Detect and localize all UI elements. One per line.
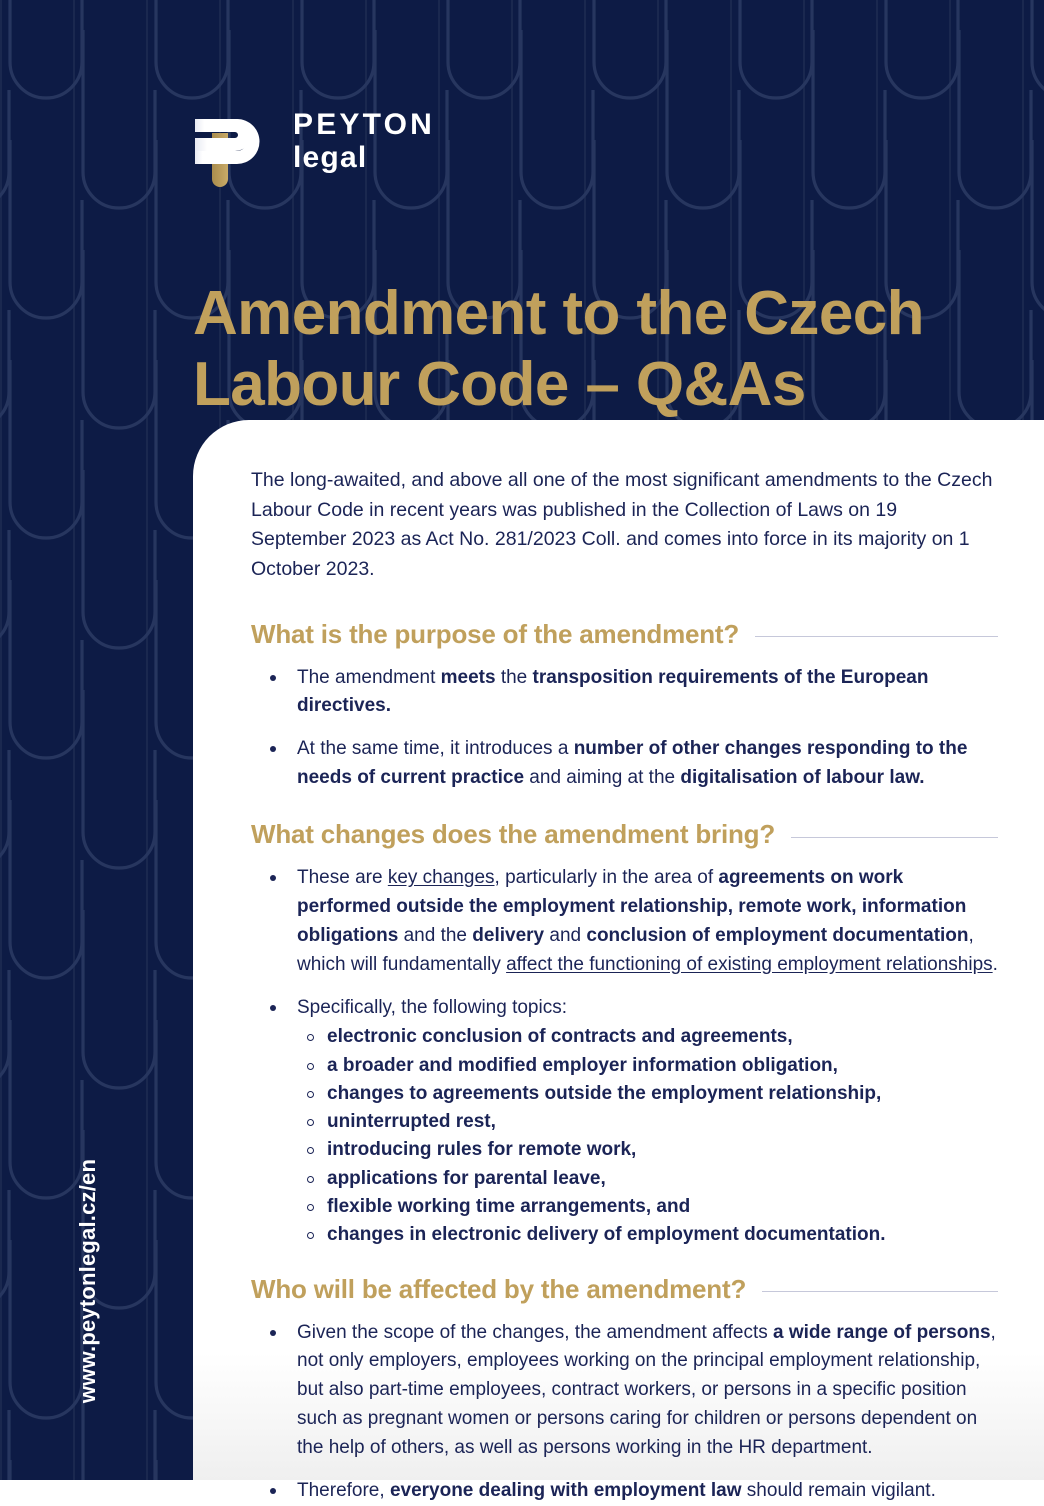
sub-bullet-item: a broader and modified employer information obligation, xyxy=(297,1053,998,1078)
bullet-item xyxy=(251,735,998,793)
sub-bullet-item: electronic conclusion of contracts and agreements, xyxy=(297,1024,998,1049)
sections-container xyxy=(251,619,998,1506)
body-text: and the xyxy=(398,924,473,946)
emphasis-text: a wide range of persons xyxy=(773,1321,991,1343)
intro-paragraph: The long-awaited, and above all one of the most significant amendments to the Czech Labour Code in recent years was published in the Collection of Laws on 19 September 2023 as Act No. 281/2023 Coll. and comes into force in its majority on 1 October 2023. xyxy=(251,469,993,580)
underlined-text: key changes xyxy=(387,867,495,888)
body-text: the xyxy=(495,666,533,688)
emphasis-text: agreements on work performed outside the employment relationship, remote work, information obligations xyxy=(297,867,967,946)
content-card xyxy=(193,420,1044,1501)
underlined-text: affect the functioning of existing employment relationships xyxy=(506,953,993,975)
section-divider xyxy=(762,1291,998,1292)
section-divider xyxy=(755,636,998,637)
bullet-item xyxy=(251,994,998,1248)
section-heading: Who will be affected by the amendment? xyxy=(251,1273,747,1304)
bullet-list xyxy=(251,864,998,1248)
emphasis-text: digitalisation of labour law. xyxy=(680,767,925,789)
section-heading: What changes does the amendment bring? xyxy=(251,819,776,849)
body-text: , which will fundamentally xyxy=(297,924,974,975)
sub-bullet-item: uninterrupted rest, xyxy=(297,1109,998,1134)
sub-bullet-item: introducing rules for remote work, xyxy=(297,1137,998,1162)
bullet-list xyxy=(251,664,998,794)
brand-logo-line1: PEYTON xyxy=(293,108,436,141)
brand-logo-text xyxy=(293,110,435,173)
body-text: These are xyxy=(297,867,388,888)
bullet-item xyxy=(251,1319,998,1463)
emphasis-text: everyone dealing with employment law xyxy=(389,1479,742,1501)
emphasis-text: meets xyxy=(440,666,496,688)
section-heading-row xyxy=(251,819,998,850)
bullet-list xyxy=(251,1319,998,1506)
sub-bullet-item: changes in electronic delivery of employment documentation. xyxy=(297,1222,998,1247)
body-text: Therefore, xyxy=(297,1479,390,1501)
bullet-item xyxy=(251,664,998,722)
peyton-p-monogram-icon xyxy=(193,106,279,192)
sub-bullet-list xyxy=(297,1024,998,1247)
body-text: and xyxy=(544,924,587,946)
section-heading-row xyxy=(251,619,998,650)
brand-logo xyxy=(193,106,435,192)
section-heading: What is the purpose of the amendment? xyxy=(251,618,740,649)
body-text: Given the scope of the changes, the amendment affects xyxy=(297,1321,774,1343)
emphasis-text: number of other changes responding to the needs of current practice xyxy=(297,738,968,789)
emphasis-text: transposition requirements of the European directives. xyxy=(297,666,929,717)
emphasis-text: delivery xyxy=(472,924,545,946)
page-title: Amendment to the Czech Labour Code – Q&As xyxy=(193,278,924,420)
body-text: should remain vigilant. xyxy=(741,1479,936,1501)
sub-bullet-item: flexible working time arrangements, and xyxy=(297,1194,998,1219)
body-text: Specifically, the following topics: xyxy=(297,996,567,1018)
body-text: At the same time, it introduces a xyxy=(297,738,574,760)
section-divider xyxy=(791,837,998,838)
brand-logo-line2: legal xyxy=(293,140,368,174)
body-text: , not only employers, employees working on the principal employment relationship, but also part-time employees, contract workers, or persons in a specific position such as pregnant women or persons caring for children or persons dependent on the help of others, as well as persons working in the HR department. xyxy=(297,1321,996,1458)
body-text: . xyxy=(992,953,998,975)
bullet-item xyxy=(251,1477,998,1506)
body-text: The amendment xyxy=(297,666,441,688)
vertical-website-url: www.peytonlegal.cz/en xyxy=(75,1158,100,1404)
sub-bullet-item: applications for parental leave, xyxy=(297,1166,998,1191)
bullet-item xyxy=(251,864,998,980)
section-heading-row xyxy=(251,1274,998,1305)
emphasis-text: conclusion of employment documentation xyxy=(586,924,969,946)
body-text: , particularly in the area of xyxy=(494,867,719,888)
body-text: and aiming at the xyxy=(524,767,681,789)
sub-bullet-item: changes to agreements outside the employment relationship, xyxy=(297,1081,998,1106)
